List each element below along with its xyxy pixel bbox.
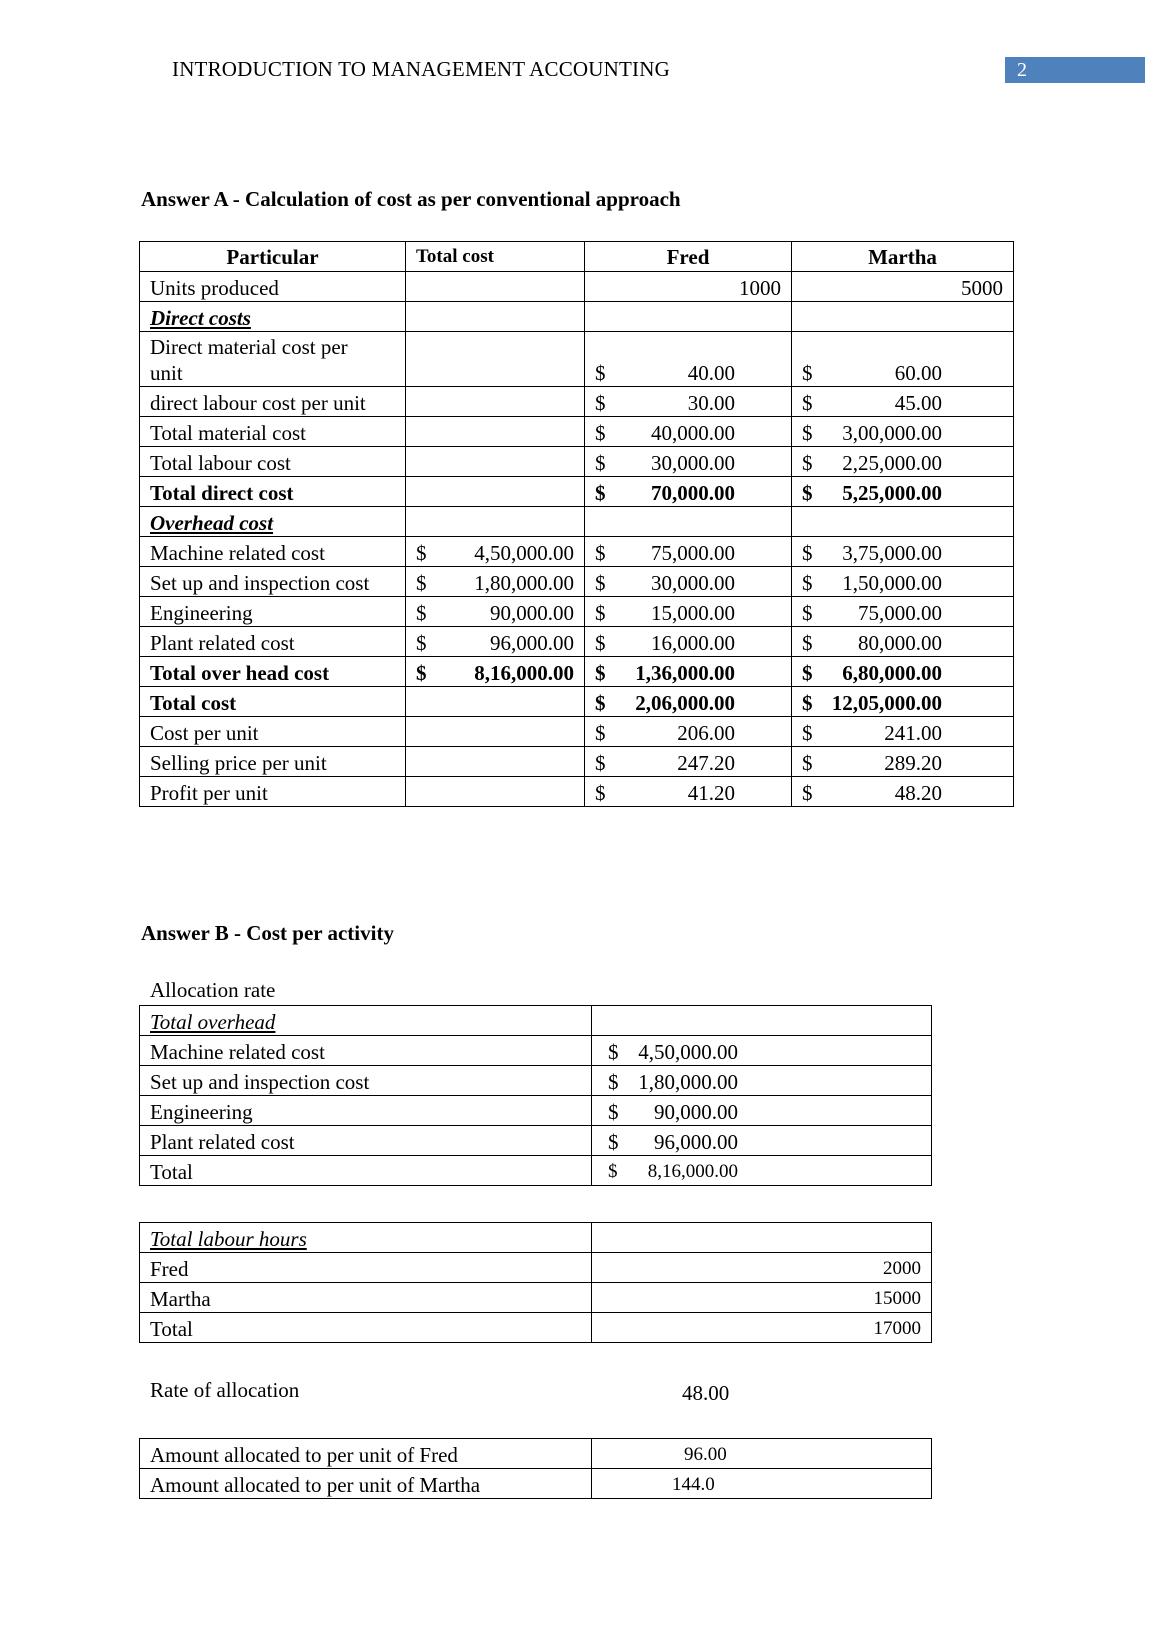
amount: 30,000.00 [651, 571, 735, 595]
currency-sign: $ [595, 781, 606, 805]
empty-cell [406, 272, 585, 302]
allocated-amount-table [139, 1438, 932, 1499]
fred-value-cell [585, 657, 792, 687]
amount: 70,000.00 [651, 481, 735, 505]
table-row [140, 1313, 932, 1343]
currency-sign: $ [608, 1100, 619, 1124]
hours-value: 15000 [592, 1283, 932, 1313]
header-total-cost: Total cost [406, 242, 585, 272]
amount: 8,16,000.00 [474, 661, 574, 685]
total-value-cell [406, 657, 585, 687]
allocated-value: 96.00 [592, 1439, 932, 1469]
currency-sign: $ [608, 1161, 618, 1182]
amount: 2,06,000.00 [635, 691, 735, 715]
row-label: Set up and inspection cost [140, 567, 406, 597]
value-cell [592, 1096, 932, 1126]
martha-value-cell [792, 537, 1014, 567]
header-martha: Martha [792, 242, 1014, 272]
currency-sign: $ [802, 541, 813, 565]
empty-cell [406, 302, 585, 332]
row-label: Fred [140, 1253, 592, 1283]
table-row [140, 597, 1014, 627]
currency-sign: $ [595, 631, 606, 655]
total-overhead-table [139, 1005, 932, 1186]
amount: 241.00 [884, 721, 942, 745]
amount: 5,25,000.00 [842, 481, 942, 505]
total-value-cell [406, 627, 585, 657]
direct-costs-heading: Direct costs [140, 302, 406, 332]
currency-sign: $ [802, 481, 813, 505]
amount: 16,000.00 [651, 631, 735, 655]
empty-cell [406, 687, 585, 717]
total-value-cell [406, 597, 585, 627]
fred-units: 1000 [585, 272, 792, 302]
currency-sign: $ [802, 391, 813, 415]
empty-cell [406, 747, 585, 777]
row-label: Total [140, 1156, 592, 1186]
currency-sign: $ [802, 361, 813, 385]
value-cell [592, 1066, 932, 1096]
table-row [140, 417, 1014, 447]
conventional-cost-table [139, 241, 1014, 807]
amount: 206.00 [677, 721, 735, 745]
martha-value-cell [792, 747, 1014, 777]
table-row [140, 387, 1014, 417]
currency-sign: $ [595, 751, 606, 775]
currency-sign: $ [595, 361, 606, 385]
empty-cell [592, 1223, 932, 1253]
amount: 41.20 [687, 781, 735, 805]
rate-of-allocation-value: 48.00 [682, 1381, 730, 1405]
fred-value-cell [585, 687, 792, 717]
total-labour-hours-table [139, 1222, 932, 1343]
amount: 40.00 [687, 361, 735, 385]
amount: 90,000.00 [490, 601, 574, 625]
table-row [140, 302, 1014, 332]
empty-cell [406, 507, 585, 537]
table-row [140, 1283, 932, 1313]
martha-units: 5000 [792, 272, 1014, 302]
header-fred: Fred [585, 242, 792, 272]
row-label: Machine related cost [140, 537, 406, 567]
martha-value-cell [792, 717, 1014, 747]
value-cell [592, 1036, 932, 1066]
currency-sign: $ [802, 781, 813, 805]
currency-sign: $ [416, 541, 427, 565]
answer-a-title: Answer A - Calculation of cost as per conventional approach [141, 187, 681, 211]
fred-value-cell [585, 597, 792, 627]
row-label: Engineering [140, 597, 406, 627]
row-label: Cost per unit [140, 717, 406, 747]
fred-value-cell [585, 332, 792, 387]
table-row [140, 1096, 932, 1126]
currency-sign: $ [416, 661, 427, 685]
row-label: direct labour cost per unit [140, 387, 406, 417]
allocated-value: 144.0 [592, 1469, 932, 1499]
amount: 1,50,000.00 [842, 571, 942, 595]
page-number-badge: 2 [1005, 57, 1145, 83]
amount: 2,25,000.00 [842, 451, 942, 475]
fred-value-cell [585, 747, 792, 777]
row-label: Amount allocated to per unit of Martha [140, 1469, 592, 1499]
currency-sign: $ [416, 601, 427, 625]
empty-cell [406, 417, 585, 447]
value-cell [592, 1156, 932, 1186]
fred-value-cell [585, 717, 792, 747]
currency-sign: $ [802, 421, 813, 445]
row-label: Selling price per unit [140, 747, 406, 777]
martha-value-cell [792, 777, 1014, 807]
amount: 3,00,000.00 [842, 421, 942, 445]
row-label: Total labour cost [140, 447, 406, 477]
fred-value-cell [585, 627, 792, 657]
fred-value-cell [585, 477, 792, 507]
currency-sign: $ [802, 451, 813, 475]
amount: 15,000.00 [651, 601, 735, 625]
currency-sign: $ [608, 1070, 619, 1094]
amount: 6,80,000.00 [842, 661, 942, 685]
empty-cell [585, 507, 792, 537]
amount: 3,75,000.00 [842, 541, 942, 565]
amount: 75,000.00 [651, 541, 735, 565]
empty-cell [792, 302, 1014, 332]
table-row [140, 1439, 932, 1469]
amount: 1,80,000.00 [638, 1070, 738, 1094]
currency-sign: $ [802, 601, 813, 625]
currency-sign: $ [595, 451, 606, 475]
amount: 96,000.00 [490, 631, 574, 655]
amount: 45.00 [894, 391, 942, 415]
empty-cell [585, 302, 792, 332]
empty-cell [406, 447, 585, 477]
table-row [140, 1223, 932, 1253]
amount: 1,36,000.00 [635, 661, 735, 685]
label-line: unit [150, 361, 183, 385]
fred-value-cell [585, 567, 792, 597]
row-label: Plant related cost [140, 627, 406, 657]
currency-sign: $ [802, 751, 813, 775]
row-label: Total cost [140, 687, 406, 717]
row-label: Total [140, 1313, 592, 1343]
row-label: Total over head cost [140, 657, 406, 687]
table-row [140, 477, 1014, 507]
amount: 4,50,000.00 [474, 541, 574, 565]
amount: 12,05,000.00 [831, 691, 942, 715]
row-label: Engineering [140, 1096, 592, 1126]
table-row [140, 657, 1014, 687]
row-label: Martha [140, 1283, 592, 1313]
hours-value: 17000 [592, 1313, 932, 1343]
martha-value-cell [792, 567, 1014, 597]
amount: 30,000.00 [651, 451, 735, 475]
table-row [140, 537, 1014, 567]
martha-value-cell [792, 417, 1014, 447]
fred-value-cell [585, 387, 792, 417]
hours-value: 2000 [592, 1253, 932, 1283]
martha-value-cell [792, 627, 1014, 657]
martha-value-cell [792, 597, 1014, 627]
amount: 90,000.00 [654, 1100, 738, 1124]
fred-value-cell [585, 537, 792, 567]
currency-sign: $ [595, 481, 606, 505]
currency-sign: $ [802, 691, 813, 715]
currency-sign: $ [416, 571, 427, 595]
empty-cell [406, 477, 585, 507]
amount: 30.00 [687, 391, 735, 415]
row-label: Profit per unit [140, 777, 406, 807]
table-row [140, 687, 1014, 717]
total-overhead-heading: Total overhead [140, 1006, 592, 1036]
table-row [140, 1126, 932, 1156]
table-row [140, 447, 1014, 477]
answer-b-title: Answer B - Cost per activity [141, 921, 394, 945]
row-label: Total direct cost [140, 477, 406, 507]
table-row [140, 777, 1014, 807]
total-value-cell [406, 567, 585, 597]
currency-sign: $ [595, 571, 606, 595]
empty-cell [406, 332, 585, 387]
row-label: Plant related cost [140, 1126, 592, 1156]
table-row [140, 1006, 932, 1036]
header-particular: Particular [140, 242, 406, 272]
table-row [140, 627, 1014, 657]
amount: 80,000.00 [858, 631, 942, 655]
currency-sign: $ [595, 721, 606, 745]
value-cell [592, 1126, 932, 1156]
currency-sign: $ [595, 541, 606, 565]
row-label: Amount allocated to per unit of Fred [140, 1439, 592, 1469]
table-row [140, 1066, 932, 1096]
allocation-rate-label: Allocation rate [150, 978, 276, 1002]
row-label: Total material cost [140, 417, 406, 447]
table-row [140, 507, 1014, 537]
table-row [140, 1469, 932, 1499]
fred-value-cell [585, 447, 792, 477]
martha-value-cell [792, 657, 1014, 687]
amount: 48.20 [894, 781, 942, 805]
empty-cell [592, 1006, 932, 1036]
currency-sign: $ [608, 1040, 619, 1064]
amount: 96,000.00 [654, 1130, 738, 1154]
empty-cell [406, 777, 585, 807]
table-row [140, 1036, 932, 1066]
currency-sign: $ [595, 391, 606, 415]
amount: 75,000.00 [858, 601, 942, 625]
page-header-title: INTRODUCTION TO MANAGEMENT ACCOUNTING [172, 57, 670, 81]
amount: 1,80,000.00 [474, 571, 574, 595]
currency-sign: $ [595, 691, 606, 715]
martha-value-cell [792, 687, 1014, 717]
martha-value-cell [792, 447, 1014, 477]
amount: 247.20 [677, 751, 735, 775]
table-row [140, 567, 1014, 597]
table-row [140, 332, 1014, 387]
table-header-row [140, 242, 1014, 272]
empty-cell [406, 717, 585, 747]
fred-value-cell [585, 417, 792, 447]
currency-sign: $ [802, 631, 813, 655]
amount: 289.20 [884, 751, 942, 775]
table-row [140, 1253, 932, 1283]
overhead-cost-heading: Overhead cost [140, 507, 406, 537]
row-label: Machine related cost [140, 1036, 592, 1066]
currency-sign: $ [802, 661, 813, 685]
table-row [140, 272, 1014, 302]
amount: 60.00 [894, 361, 942, 385]
total-labour-hours-heading: Total labour hours [140, 1223, 592, 1253]
table-row [140, 747, 1014, 777]
total-value-cell [406, 537, 585, 567]
amount: 4,50,000.00 [638, 1040, 738, 1064]
currency-sign: $ [595, 421, 606, 445]
martha-value-cell [792, 387, 1014, 417]
row-label: Set up and inspection cost [140, 1066, 592, 1096]
rate-of-allocation-label: Rate of allocation [150, 1378, 300, 1402]
currency-sign: $ [802, 571, 813, 595]
currency-sign: $ [608, 1130, 619, 1154]
currency-sign: $ [595, 601, 606, 625]
martha-value-cell [792, 332, 1014, 387]
currency-sign: $ [416, 631, 427, 655]
row-label: Units produced [140, 272, 406, 302]
empty-cell [406, 387, 585, 417]
table-row [140, 717, 1014, 747]
empty-cell [792, 507, 1014, 537]
row-label [140, 332, 406, 387]
amount: 40,000.00 [651, 421, 735, 445]
currency-sign: $ [802, 721, 813, 745]
table-row [140, 1156, 932, 1186]
amount: 8,16,000.00 [647, 1161, 738, 1182]
label-line: Direct material cost per [150, 335, 348, 359]
fred-value-cell [585, 777, 792, 807]
martha-value-cell [792, 477, 1014, 507]
currency-sign: $ [595, 661, 606, 685]
